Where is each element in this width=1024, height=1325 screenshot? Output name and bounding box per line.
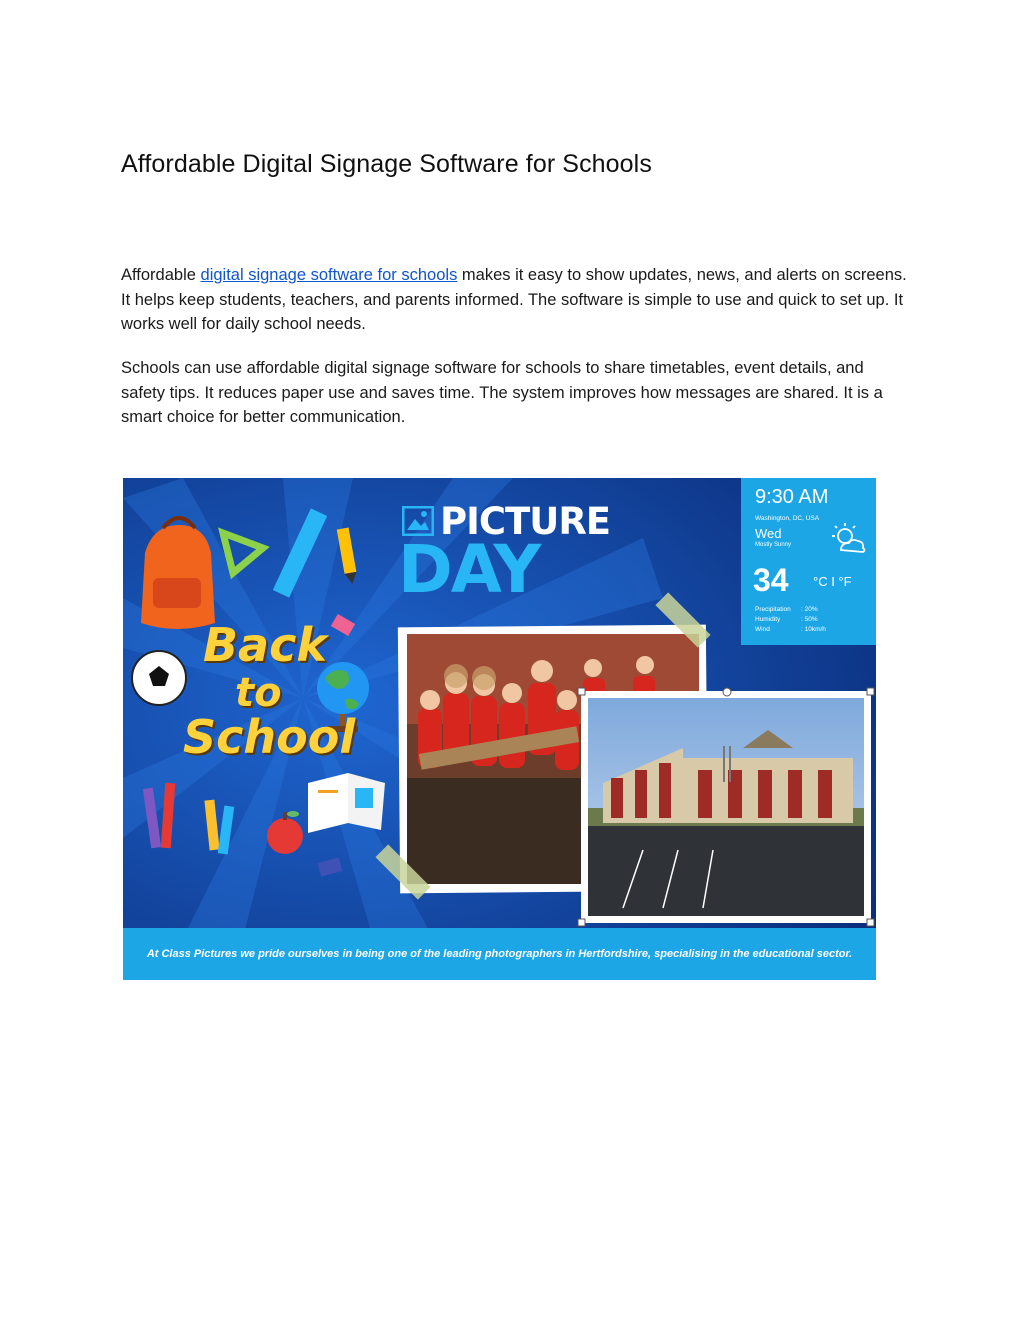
- weather-condition: Mostly Sunny: [755, 542, 792, 548]
- weather-location: Washington, DC, USA: [755, 515, 820, 522]
- paragraph-intro: [121, 263, 911, 337]
- day-title: DAY: [398, 531, 540, 608]
- paragraph-intro-end: makes it easy to show updates, news, and alerts on screens. It helps keep students, teachers, and parents informed. The software is simple to use and quick to set up. It works well for daily school needs.: [121, 266, 907, 333]
- weather-stat-precipitation: Precipitation : 20%: [755, 606, 818, 613]
- weather-temperature: 34: [753, 562, 789, 598]
- back-to-school-word-1: Back: [203, 618, 327, 672]
- signage-software-link[interactable]: digital signage software for schools: [200, 266, 458, 284]
- weather-time: 9:30 AM: [755, 486, 829, 508]
- weather-stat-humidity: Humidity : 50%: [755, 616, 818, 623]
- partly-sunny-icon: [829, 522, 867, 556]
- weather-day: Wed: [755, 526, 782, 541]
- weather-stats: [755, 605, 826, 635]
- weather-widget: [741, 478, 876, 645]
- picture-title: PICTURE: [440, 500, 611, 543]
- paragraph-intro-start: Affordable: [121, 266, 201, 284]
- paragraph-uses: Schools can use affordable digital signage software for schools to share timetables, event details, and safety tips. It reduces paper use and saves time. The system improves how messages are shared. It is a smart choice for better communication.: [121, 359, 883, 426]
- back-to-school-word-3: School: [183, 710, 356, 764]
- soccer-ball-icon: [132, 651, 186, 705]
- signage-banner: At Class Pictures we pride ourselves in being one of the leading photographers in Hertfordshire, specialising in the educational sector.: [123, 928, 876, 980]
- school-building-photo: [581, 691, 871, 923]
- document-title: Affordable Digital Signage Software for Schools: [121, 150, 652, 178]
- back-to-school-word-2: to: [235, 670, 282, 716]
- weather-stat-wind: Wind : 10km/h: [755, 626, 826, 633]
- weather-units: °C I °F: [813, 574, 852, 589]
